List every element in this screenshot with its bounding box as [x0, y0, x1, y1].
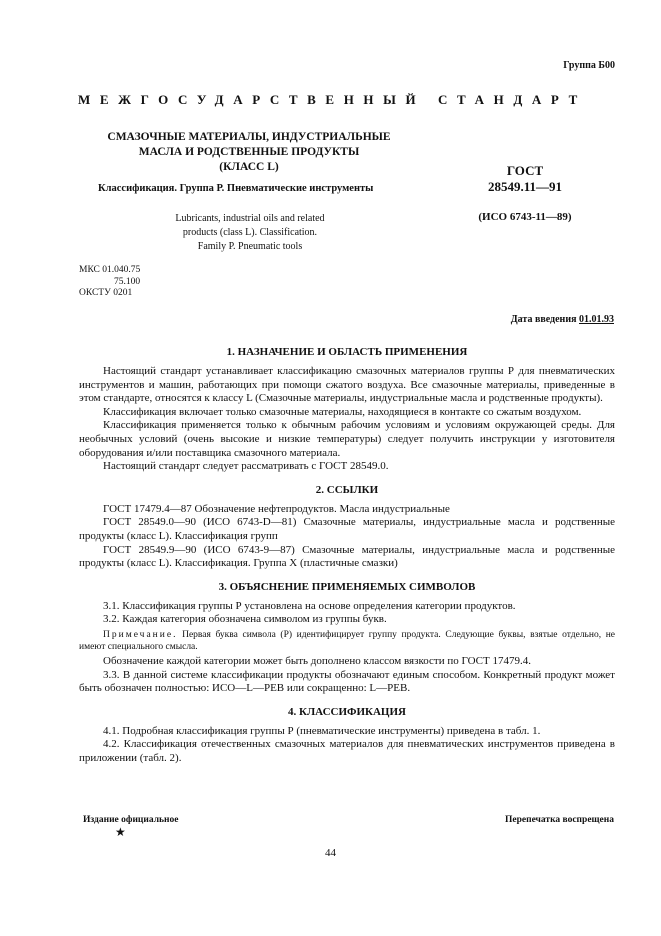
reference-item: ГОСТ 28549.9—90 (ИСО 6743-9—87) Смазочные материалы, индустриальные масла и родственные продукты (класс L). Классификация. Группа Х (пластичные смазки): [79, 543, 615, 570]
gost-number: 28549.11—91: [487, 179, 563, 194]
section-4-paragraph: 4.1. Подробная классификация группы Р (пневматические инструменты) приведена в табл. 1.: [103, 724, 541, 737]
english-title: [150, 212, 350, 254]
gost-label: ГОСТ: [506, 163, 544, 178]
english-line-2: products (class L). Classification.: [182, 227, 318, 238]
document-title: [84, 130, 414, 175]
section-3-paragraph: 3.2. Каждая категория обозначена символом из группы букв.: [103, 613, 387, 626]
section-1-paragraph: Настоящий стандарт следует рассматривать с ГОСТ 28549.0.: [103, 460, 389, 473]
mks-code-2: 75.100: [114, 276, 141, 287]
section-1-paragraph: Настоящий стандарт устанавливает классификацию смазочных материалов группы Р для пневматических инструментов и машин, работающих при помощи сжатого воздуха. Все смазочные материалы, приведенные в этом стандарте, относятся к классу L (Смазочные материалы, индустриальные масла и родственные продукты).: [79, 365, 615, 405]
classification-codes: [79, 265, 140, 300]
gost-designation: [470, 163, 580, 195]
title-line-1: СМАЗОЧНЫЕ МАТЕРИАЛЫ, ИНДУСТРИАЛЬНЫЕ: [107, 131, 391, 143]
section-2-title: 2. ССЫЛКИ: [315, 483, 379, 496]
section-3-title: 3. ОБЪЯСНЕНИЕ ПРИМЕНЯЕМЫХ СИМВОЛОВ: [218, 580, 476, 593]
section-1-title: 1. НАЗНАЧЕНИЕ И ОБЛАСТЬ ПРИМЕНЕНИЯ: [226, 346, 468, 358]
english-line-1: Lubricants, industrial oils and related: [175, 213, 325, 224]
group-label: Группа Б00: [563, 60, 615, 71]
title-line-3: (КЛАСС L): [219, 161, 279, 173]
english-line-3: Family P. Pneumatic tools: [197, 241, 303, 252]
document-body: [79, 345, 615, 765]
section-3-note: [79, 629, 615, 653]
section-3-paragraph: 3.1. Классификация группы Р установлена на основе определения категории продуктов.: [103, 599, 516, 612]
section-1-paragraph: Классификация включает только смазочные материалы, находящиеся в контакте со сжатым воздухом.: [103, 405, 582, 418]
section-4-title: 4. КЛАССИФИКАЦИЯ: [288, 705, 406, 718]
okstu-code: ОКСТУ 0201: [79, 288, 133, 298]
section-3-paragraph: Обозначение каждой категории может быть дополнено классом вязкости по ГОСТ 17479.4.: [103, 654, 531, 667]
iso-reference: (ИСО 6743-11—89): [478, 211, 572, 223]
note-text: Первая буква символа (Р) идентифицирует группу продукта. Следующие буквы, взятые отдельно, не имеют специального смысла.: [79, 629, 616, 652]
document-subtitle: Классификация. Группа Р. Пневматические инструменты: [98, 183, 374, 194]
reference-item: ГОСТ 17479.4—87 Обозначение нефтепродуктов. Масла индустриальные: [103, 502, 450, 515]
standard-banner: МЕЖГОСУДАРСТВЕННЫЙ СТАНДАРТ: [78, 92, 587, 107]
date-value: 01.01.93: [579, 314, 614, 325]
title-line-2: МАСЛА И РОДСТВЕННЫЕ ПРОДУКТЫ: [138, 146, 360, 158]
section-1-paragraph: Классификация применяется только к обычным рабочим условиям и условиям окружающей среды. Для необычных условий (очень высокие и низкие температуры) следует получить инструкции у изготовителя оборудования и/или поставщика смазочного материала.: [79, 419, 615, 459]
page-number: 44: [325, 847, 336, 859]
reprint-prohibited-label: Перепечатка воспрещена: [504, 815, 614, 825]
section-3-paragraph: 3.3. В данной системе классификации продукты обозначают единым способом. Конкретный продукт может быть обозначен полностью: ИСО—L—PEB или сокращенно: L—PEB.: [79, 668, 615, 695]
star-icon: ★: [115, 825, 126, 839]
note-label: Примечание.: [103, 629, 178, 640]
date-label: Дата введения: [510, 314, 577, 325]
mks-code-1: МКС 01.040.75: [79, 265, 141, 275]
section-4-paragraph: 4.2. Классификация отечественных смазочных материалов для пневматических инструментов приведена в приложении (табл. 2).: [79, 738, 615, 764]
effective-date: [511, 314, 614, 325]
reference-item: ГОСТ 28549.0—90 (ИСО 6743-D—81) Смазочные материалы, индустриальные масла и родственные продукты (класс L). Классификация групп: [79, 516, 615, 542]
official-edition-label: Издание официальное: [83, 815, 179, 825]
